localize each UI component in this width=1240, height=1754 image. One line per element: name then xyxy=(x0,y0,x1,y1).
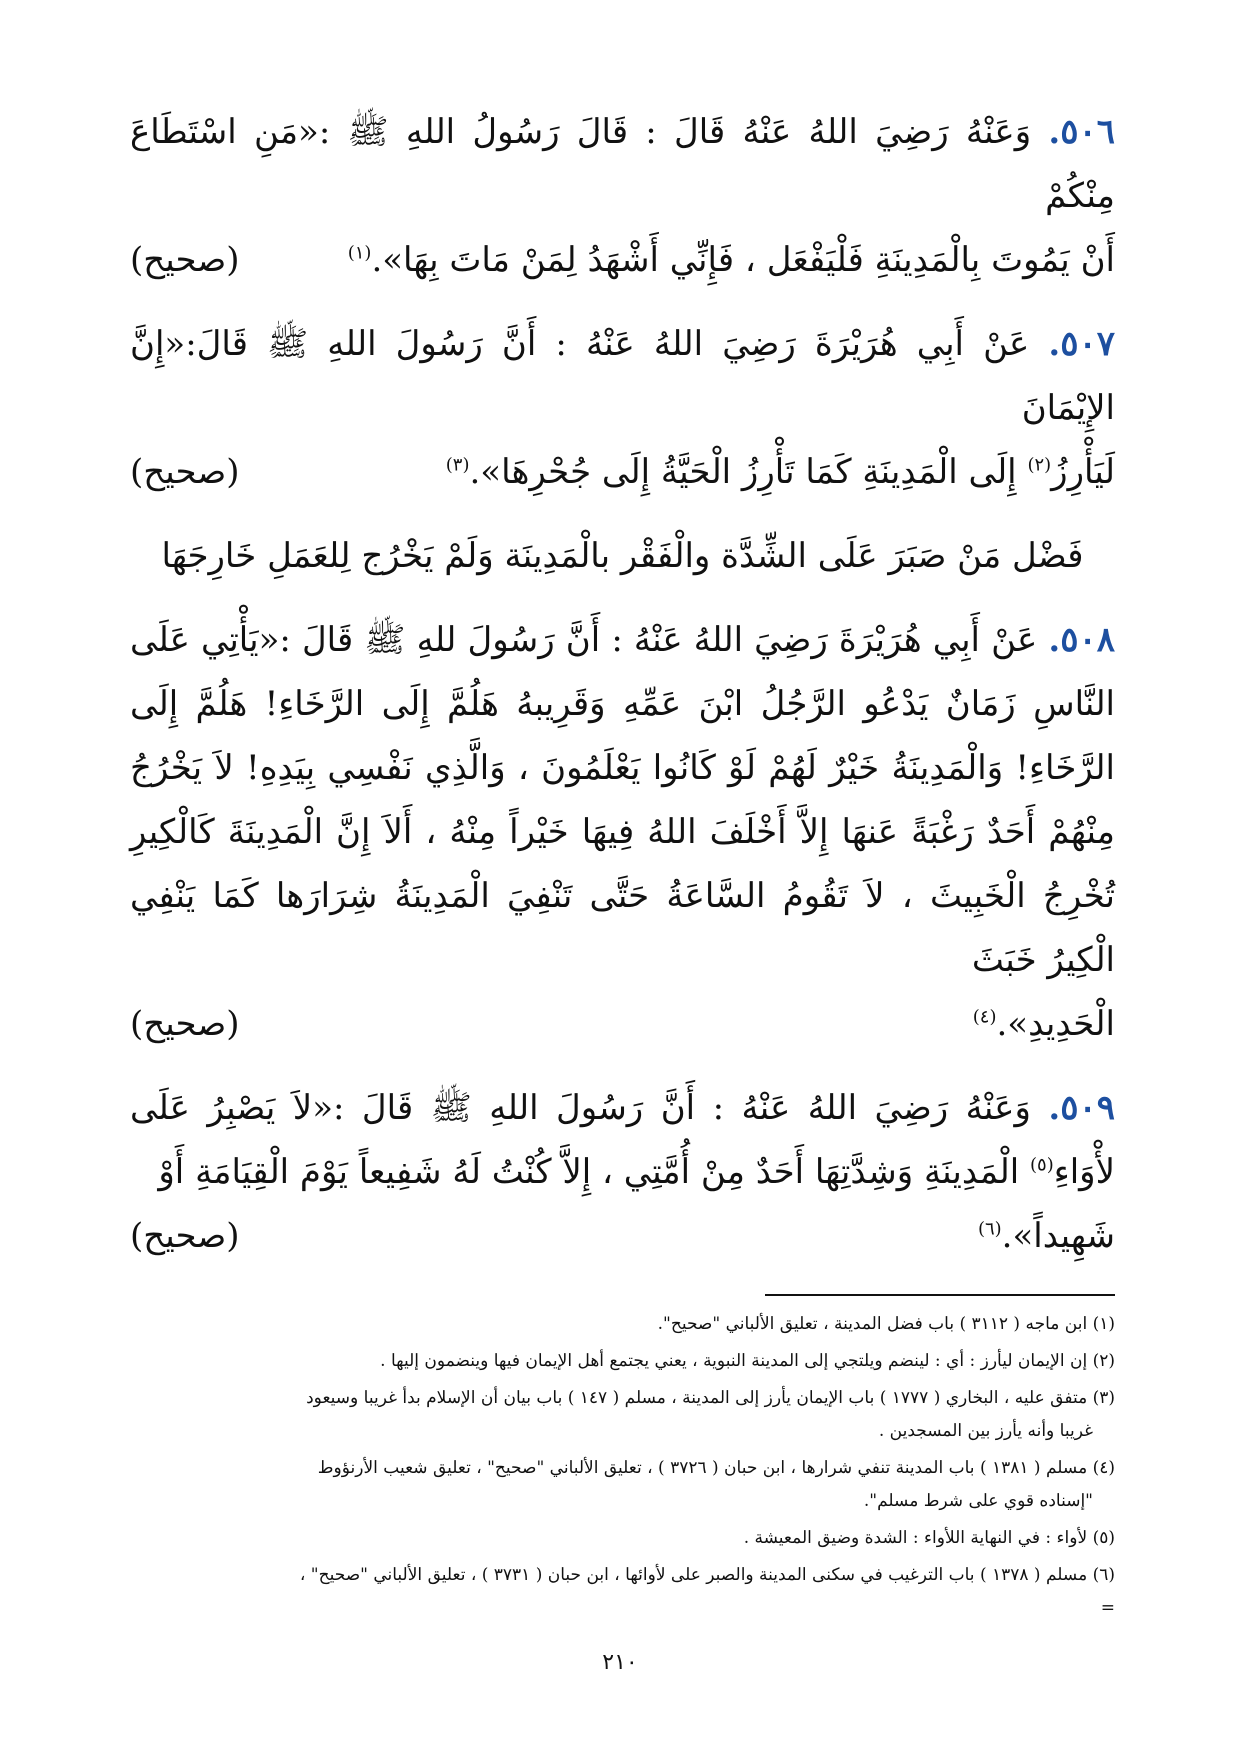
hadith-body xyxy=(130,1076,1115,1204)
grade-label: (صحيح) xyxy=(130,452,240,492)
hadith-text-end xyxy=(348,228,1115,292)
hadith-text-end xyxy=(973,992,1115,1056)
hadith-text: شَهِيداً». xyxy=(1001,1216,1115,1256)
hadith-text-end xyxy=(446,440,1115,504)
hadith-text: أَنْ يَمُوتَ بِالْمَدِينَةِ فَلْيَفْعَل ، فَإِنِّي أَشْهَدُ لِمَنْ مَاتَ بِهَا». xyxy=(371,240,1115,280)
section-heading: فَضْل مَنْ صَبَرَ عَلَى الشِّدَّة والْفَقْر بالْمَدِينَة وَلَمْ يَخْرُج لِلعَمَلِ خَارِجَهَا xyxy=(161,536,1084,576)
footnote-text: (٢) إن الإيمان ليأرز : أي : لينضم ويلتجي إلى المدينة النبوية ، يعني يجتمع أهل الإيمان فيها وينضمون إليها . xyxy=(380,1351,1115,1371)
footnote-ref: (٣) xyxy=(445,454,470,476)
footnote-text: (٥) لأواء : في النهاية اللأواء : الشدة وضيق المعيشة . xyxy=(743,1528,1115,1548)
hadith-last-line xyxy=(130,1204,1115,1268)
footnote-continuation: "إسناده قوي على شرط مسلم". xyxy=(863,1491,1093,1511)
grade-label: (صحيح) xyxy=(130,1004,240,1044)
hadith-number: ٥٠٩. xyxy=(1048,1088,1115,1128)
hadith-line xyxy=(130,100,1115,228)
footnote-5 xyxy=(130,1522,1115,1555)
hadith-text: الْمَدِينَةِ وَشِدَّتِهَا أَحَدٌ مِنْ أُمَّتِي ، إِلاَّ كُنْتُ لَهُ شَفِيعاً يَوْمَ الْقِيَامَةِ أَوْ xyxy=(158,1152,1031,1192)
hadith-509 xyxy=(130,1076,1115,1268)
page-number: ٢١٠ xyxy=(602,1650,638,1675)
hadith-text: الْحَدِيدِ». xyxy=(996,1004,1115,1044)
hadith-last-line xyxy=(130,440,1115,504)
grade-label: (صحيح) xyxy=(130,240,240,280)
hadith-body xyxy=(130,608,1115,992)
footnote-divider xyxy=(765,1294,1115,1296)
hadith-507 xyxy=(130,312,1115,504)
footnote-6 xyxy=(130,1559,1115,1625)
footnote-continuation: = xyxy=(1100,1598,1115,1618)
hadith-508 xyxy=(130,608,1115,1056)
footnote-continuation: غريبا وأنه يأرز بين المسجدين . xyxy=(878,1421,1093,1441)
hadith-text: إِلَى الْمَدِينَةِ كَمَا تَأْرِزُ الْحَيَّةُ إِلَى جُحْرِهَا». xyxy=(469,452,1028,492)
hadith-line xyxy=(130,312,1115,440)
hadith-number: ٥٠٦. xyxy=(1048,112,1115,152)
footnote-ref: (٢) xyxy=(1027,454,1052,476)
hadith-text: عَنْ أَبِي هُرَيْرَةَ رَضِيَ اللهُ عَنْهُ : أَنَّ رَسُولَ اللهِ ﷺ قَالَ:«إِنَّ الإِيْمَانَ xyxy=(130,324,1115,428)
page-content xyxy=(130,100,1115,1720)
footnote-ref: (٥) xyxy=(1030,1154,1054,1176)
footnotes xyxy=(130,1308,1115,1625)
hadith-text: عَنْ أَبِي هُرَيْرَةَ رَضِيَ اللهُ عَنْهُ : أَنَّ رَسُولَ للهِ ﷺ قَالَ :«يَأْتِي عَلَى النَّاسِ زَمَانٌ يَدْعُو الرَّجُلُ ابْنَ عَمِّهِ وَقَرِيبهُ هَلُمَّ إِلَى الرَّخَاءِ! هَلُمَّ إِلَى الرَّخَاءِ! وَالْمَدِينَةُ خَيْرٌ لَهُمْ لَوْ كَانُوا يَعْلَمُونَ ، وَالَّذِي نَفْسِي بِيَدِهِ! لاَ يَخْرُجُ مِنْهُمْ أَحَدٌ رَغْبَةً عَنهَا إِلاَّ أَخْلَفَ اللهُ فِيهَا خَيْراً مِنْهُ ، أَلاَ إِنَّ الْمَدِينَةَ كَالْكِيرِ تُخْرِجُ الْخَبِيثَ ، لاَ تَقُومُ السَّاعَةُ حَتَّى تَنْفِيَ الْمَدِينَةُ شِرَارَها كَمَا يَنْفِي الْكِيرُ خَبَثَ xyxy=(130,620,1115,980)
footnote-ref: (١) xyxy=(347,242,372,264)
hadith-text: وَعَنْهُ رَضِيَ اللهُ عَنْهُ قَالَ : قَالَ رَسُولُ اللهِ ﷺ :«مَنِ اسْتَطَاعَ مِنْكُمْ xyxy=(130,112,1115,216)
hadith-number: ٥٠٨. xyxy=(1048,620,1115,660)
hadith-506 xyxy=(130,100,1115,292)
footnote-text: (١) ابن ماجه ( ٣١١٢ ) باب فضل المدينة ، تعليق الألباني "صحيح". xyxy=(657,1314,1115,1334)
footnote-2 xyxy=(130,1345,1115,1378)
footnote-text: (٣) متفق عليه ، البخاري ( ١٧٧٧ ) باب الإيمان يأرز إلى المدينة ، مسلم ( ١٤٧ ) باب بيان أن الإسلام بدأ غريبا وسيعود xyxy=(306,1388,1115,1408)
footnote-1 xyxy=(130,1308,1115,1341)
hadith-last-line xyxy=(130,228,1115,292)
footnote-ref: (٤) xyxy=(972,1006,997,1028)
footnote-text: (٤) مسلم ( ١٣٨١ ) باب المدينة تنفي شرارها ، ابن حبان ( ٣٧٢٦ ) ، تعليق الألباني "صحيح" ، تعليق شعيب الأرنؤوط xyxy=(317,1458,1115,1478)
hadith-number: ٥٠٧. xyxy=(1048,324,1115,364)
footnote-text: (٦) مسلم ( ١٣٧٨ ) باب الترغيب في سكنى المدينة والصبر على لأوائها ، ابن حبان ( ٣٧٣١ ) ، تعليق الألباني "صحيح" ، xyxy=(299,1565,1115,1585)
hadith-text-end xyxy=(978,1204,1115,1268)
grade-label: (صحيح) xyxy=(130,1216,240,1256)
hadith-text: وَعَنْهُ رَضِيَ اللهُ عَنْهُ : أَنَّ رَسُولَ اللهِ ﷺ قَالَ :«لاَ يَصْبِرُ عَلَى لأْوَاءِ xyxy=(130,1088,1115,1192)
footnote-4 xyxy=(130,1452,1115,1518)
hadith-text: لَيَأْرِزُ xyxy=(1051,452,1115,492)
footnote-3 xyxy=(130,1382,1115,1448)
hadith-last-line xyxy=(130,992,1115,1056)
footnote-ref: (٦) xyxy=(977,1218,1002,1240)
